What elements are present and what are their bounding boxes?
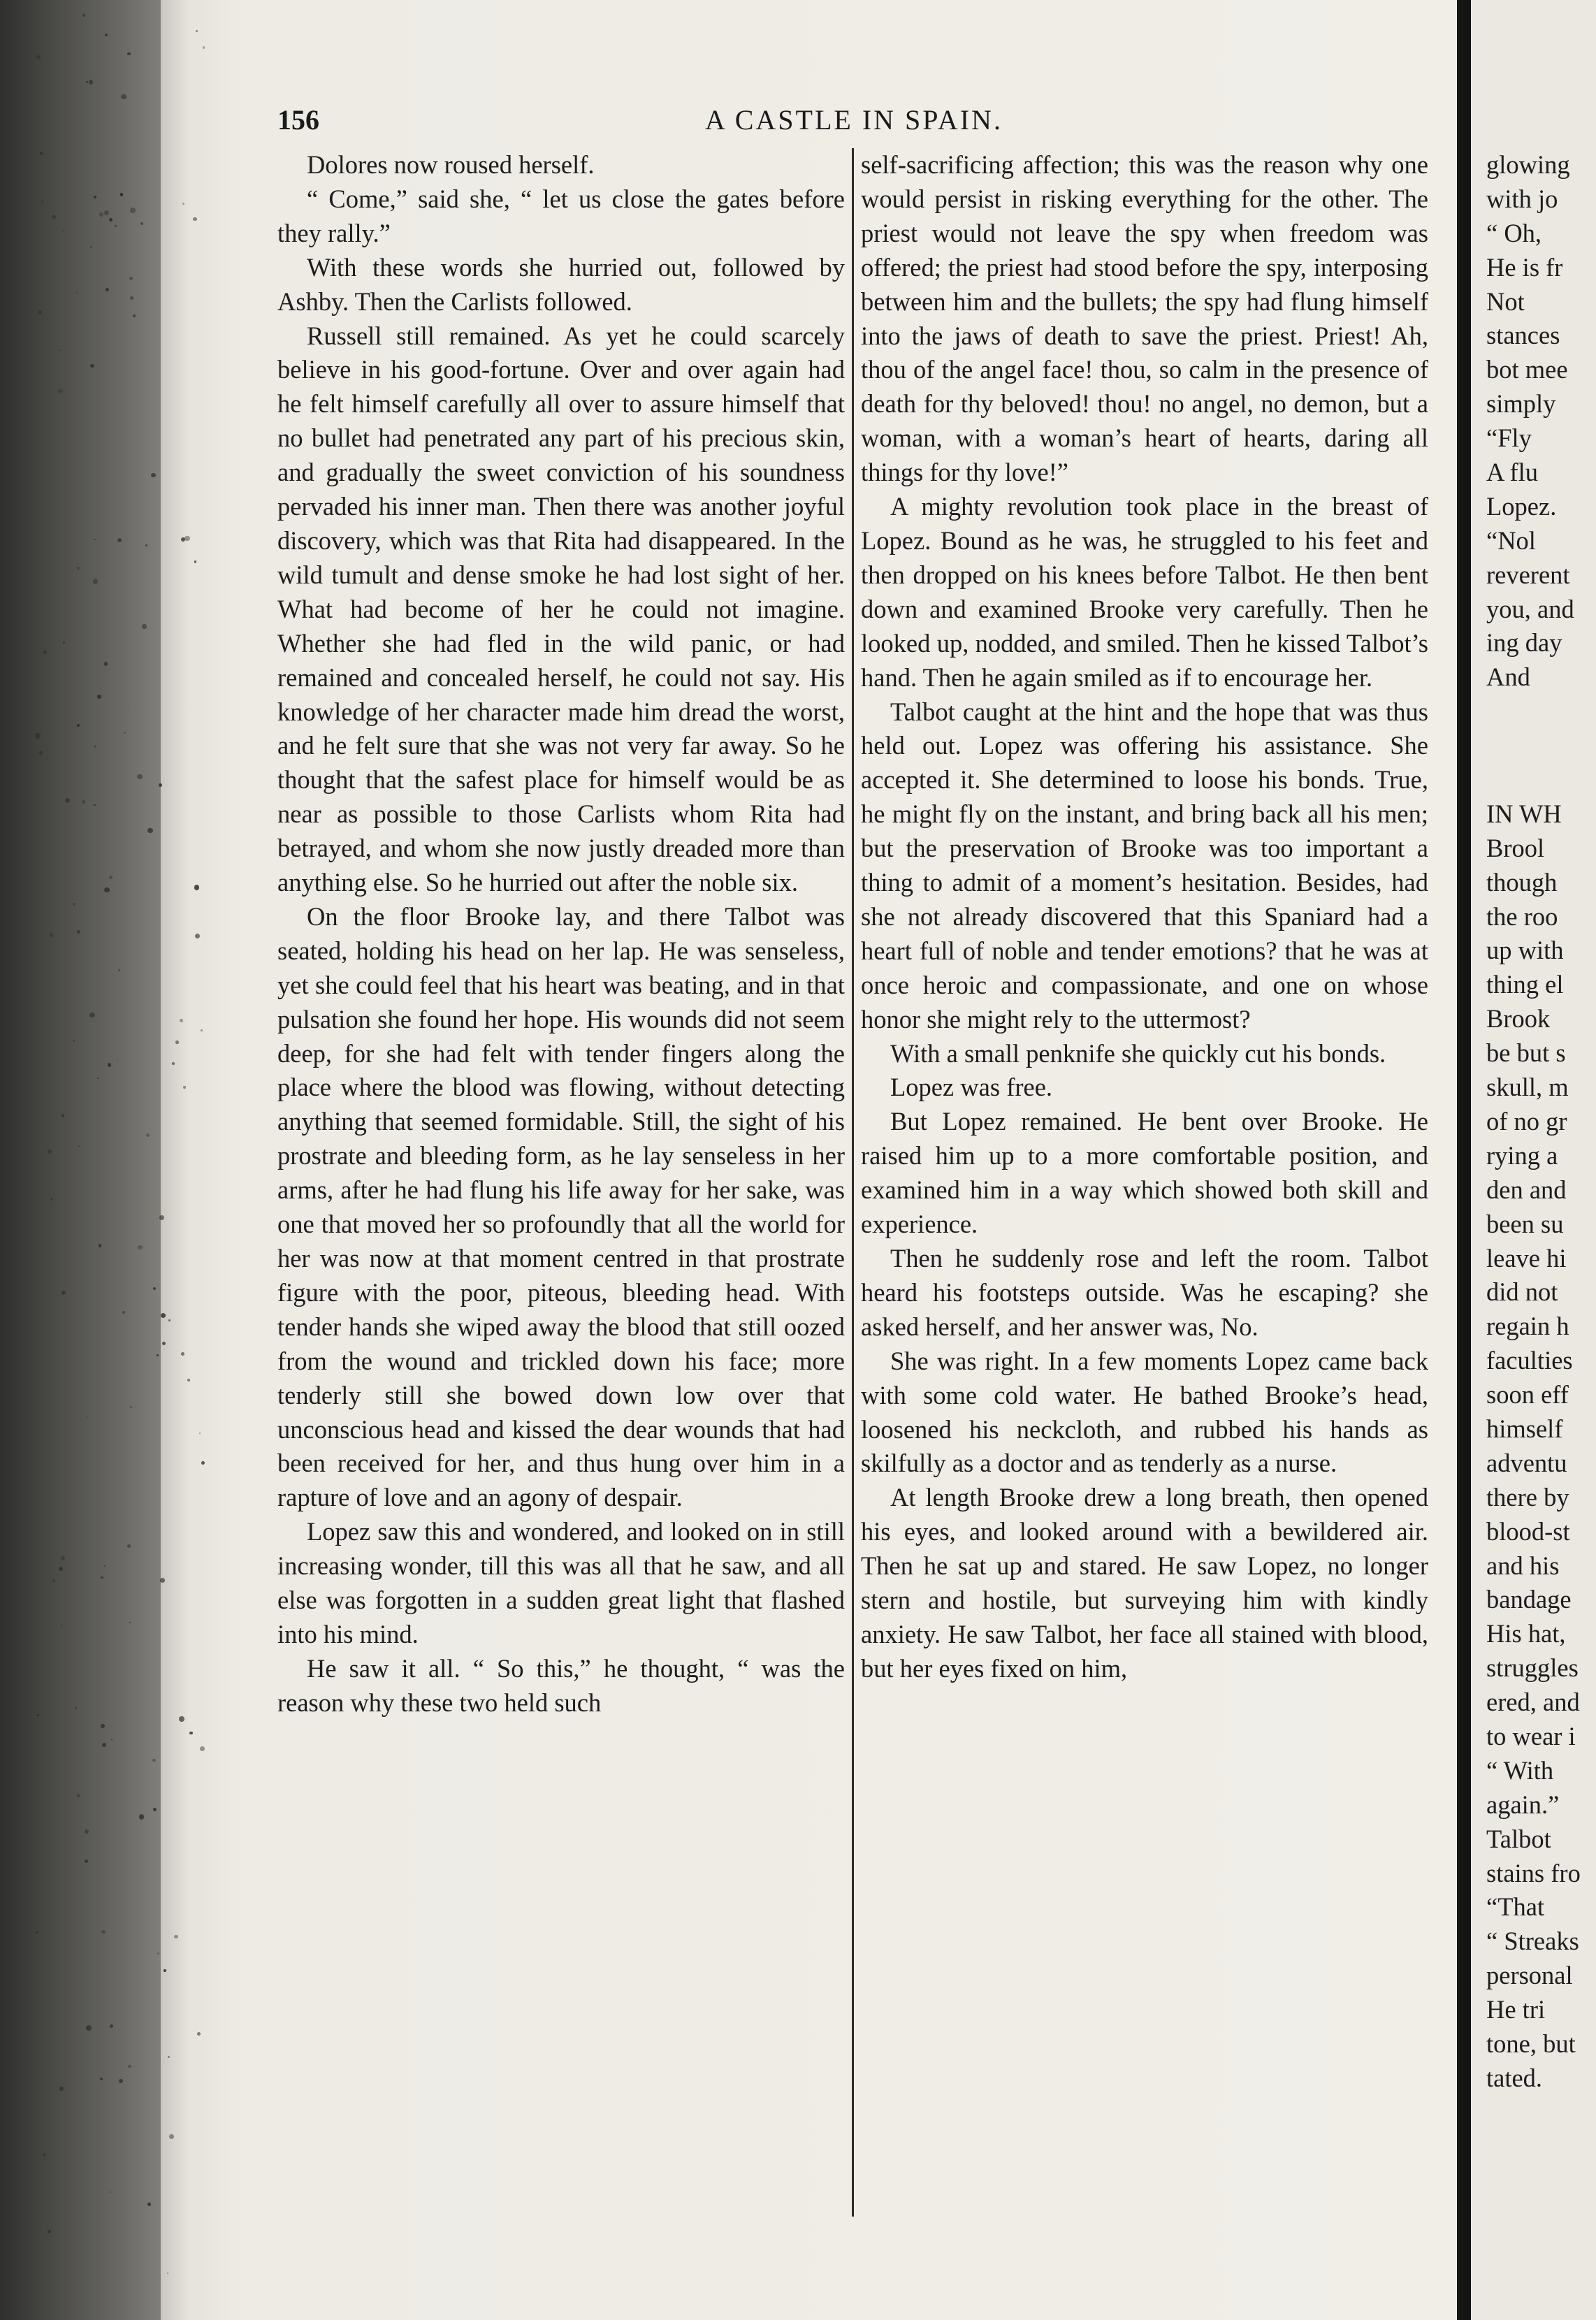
speck (99, 212, 103, 217)
speck (122, 1311, 124, 1313)
line-fragment: IN WH (1486, 799, 1562, 828)
line-fragment: “Nol (1486, 525, 1536, 555)
speck (124, 732, 126, 734)
speck (179, 1716, 184, 1722)
running-title: A CASTLE IN SPAIN. (705, 104, 1003, 136)
speck (130, 208, 135, 212)
line-fragment: did not (1486, 1277, 1558, 1307)
speck (127, 1544, 131, 1548)
speck (162, 1342, 166, 1345)
speck (86, 2025, 92, 2031)
line-fragment: “Fly (1486, 423, 1532, 453)
speck (58, 389, 63, 394)
paragraph: Then he suddenly rose and left the room. Talbot heard his footsteps outside. Was he escaping? she asked herself, and her answer was, No. (861, 1244, 1428, 1341)
line-fragment: glowing (1486, 150, 1570, 179)
speck (52, 215, 56, 219)
speck (59, 349, 61, 351)
line-fragment: be but s (1486, 1038, 1566, 1068)
paragraph: With a small penknife she quickly cut his bonds. (890, 1038, 1386, 1068)
speck (36, 55, 41, 59)
line-fragment: thing el (1486, 970, 1564, 999)
speck (97, 695, 101, 699)
line-fragment: And (1486, 662, 1530, 692)
line-fragment: “ With (1486, 1755, 1554, 1785)
line-fragment: Talbot (1486, 1824, 1551, 1853)
line-fragment (1486, 695, 1596, 729)
line-fragment: stains fro (1486, 1858, 1581, 1887)
paragraph: Lopez saw this and wondered, and looked on in still increasing wonder, till this was all that he saw, and all else was forgotten in a sudden great light that flashed into his mind. (277, 1517, 845, 1648)
speck (89, 80, 93, 84)
speck (61, 1114, 65, 1117)
speck (104, 662, 108, 666)
speck (168, 2056, 170, 2058)
paragraph: With these words she hurried out, followed by Ashby. Then the Carlists followed. (277, 252, 845, 316)
speck (133, 314, 136, 317)
speck (59, 1567, 63, 1571)
line-fragment: Lopez. (1486, 491, 1557, 521)
scan-edge (0, 0, 182, 2320)
line-fragment: and his (1486, 1551, 1560, 1580)
speck (161, 1313, 166, 1318)
speck (127, 52, 131, 56)
line-fragment: though (1486, 867, 1558, 897)
speck (153, 1808, 157, 1811)
line-fragment: struggles (1486, 1653, 1579, 1683)
speck (157, 1952, 159, 1955)
speck (129, 277, 133, 280)
speck (168, 1319, 171, 1321)
line-fragment: He tri (1486, 1995, 1546, 2024)
line-fragment: up with (1486, 936, 1564, 965)
speck (117, 1059, 118, 1060)
speck (167, 2272, 168, 2274)
speck (200, 1746, 205, 1751)
line-fragment: tated. (1486, 2063, 1543, 2092)
paragraph: Russell still remained. As yet he could scarcely believe in his good-fortune. Over and over again had he felt himself carefully all over to assure himself that no bullet had penetrated any part of his precious skin, and gradually the sweet conviction of his soundness pervaded his inner man. Then there was another joyful discovery, which was that Rita had disappeared. In the wild tumult and dense smoke he had lost sight of her. What had become of her he could not imagine. Whether she had fled in the wild panic, or had remained and concealed herself, he could not say. His knowledge of her character made him dread the worst, and he felt sure that she was not very far away. So he thought that the safest place for himself would be as near as possible to those Carlists whom Rita had betrayed, and whom she now justly dreaded more than anything else. So he hurried out after the noble six. (277, 321, 845, 897)
speck (145, 544, 147, 546)
speck (77, 1794, 80, 1797)
line-fragment (1486, 763, 1596, 797)
line-fragment: again.” (1486, 1790, 1560, 1819)
line-fragment: the roo (1486, 901, 1558, 931)
line-fragment: himself (1486, 1414, 1563, 1443)
line-fragment: Brool (1486, 833, 1545, 862)
speck (99, 1244, 102, 1247)
speck (61, 1556, 65, 1560)
paragraph: But Lopez remained. He bent over Brooke. He raised him up to a more comfortable position, and examined him in a way which showed both skill and experience. (861, 1107, 1428, 1239)
line-fragment: blood-st (1486, 1516, 1570, 1546)
speck (197, 2032, 201, 2036)
line-fragment: of no gr (1486, 1106, 1567, 1136)
line-fragment: ing day (1486, 628, 1562, 658)
speck (93, 579, 98, 583)
speck (159, 783, 162, 787)
speck (102, 1743, 106, 1747)
line-fragment: Not (1486, 287, 1525, 316)
speck (199, 1433, 201, 1434)
speck (48, 2230, 51, 2233)
speck (153, 1287, 156, 1290)
right-text-column (861, 148, 1428, 2231)
line-fragment (1486, 729, 1596, 763)
speck (147, 2203, 151, 2206)
line-fragment: “ Streaks (1486, 1927, 1579, 1956)
paragraph: Dolores now roused herself. (307, 150, 595, 179)
speck (36, 1931, 38, 1934)
left-text-column (277, 148, 845, 2231)
line-fragment: den and (1486, 1175, 1567, 1204)
speck (89, 1013, 95, 1018)
speck (118, 969, 120, 971)
speck (104, 210, 109, 215)
line-fragment: personal (1486, 1961, 1573, 1990)
line-fragment: stances (1486, 321, 1560, 350)
speck (175, 1041, 179, 1044)
speck (77, 930, 80, 934)
speck (142, 624, 146, 628)
line-fragment: “ Oh, (1486, 218, 1542, 247)
line-fragment: tone, but (1486, 2029, 1576, 2058)
line-fragment: you, and (1486, 594, 1574, 623)
paragraph: He saw it all. “ So this,” he thought, “ was the reason why these two held such (277, 1653, 845, 1717)
speck (90, 364, 94, 368)
line-fragment: bot mee (1486, 355, 1568, 384)
speck (157, 1354, 159, 1356)
speck (43, 2154, 45, 2156)
speck (181, 1352, 184, 1356)
speck (41, 201, 43, 203)
speck (110, 2024, 113, 2028)
line-fragment: ered, and (1486, 1688, 1580, 1717)
speck (94, 745, 97, 748)
speck (40, 152, 43, 155)
page-gutter (1457, 0, 1471, 2320)
line-fragment: skull, m (1486, 1073, 1569, 1102)
paragraph: At length Brooke drew a long breath, then opened his eyes, and looked around with a bewildered air. Then he sat up and stared. He saw Lopez, no longer stern and hostile, but surveying him with kindly anxiety. He saw Talbot, her face all stained with blood, but her eyes fixed on him, (861, 1483, 1428, 1683)
speck (194, 560, 196, 563)
speck (147, 828, 152, 833)
speck (76, 292, 78, 293)
speck (38, 310, 42, 314)
speck (164, 1969, 166, 1972)
paragraph: “ Come,” said she, “ let us close the gates before they rally.” (277, 184, 845, 247)
speck (94, 804, 95, 806)
column-divider (852, 148, 854, 2217)
speck (174, 1935, 177, 1938)
speck (189, 1732, 192, 1734)
speck (85, 1859, 88, 1863)
speck (109, 876, 113, 879)
speck (194, 885, 199, 890)
paragraph: On the floor Brooke lay, and there Talbot was seated, holding his head on her lap. He was senseless, yet she could feel that his heart was beating, and in that pulsation she found her hope. His wounds did not seem deep, for she had felt with tender fingers along the place where the blood was flowing, without detecting anything that seemed formidable. Still, the sight of his prostrate and bleeding form, as he lay senseless in her arms, after he had flung his life away for her sake, was one that moved her so profoundly that all the world for her was now at that moment centred in that prostrate figure with the poor, piteous, bleeding head. With tender hands she wiped away the blood that still oozed from the wound and trickled down his face; more tenderly still she bowed down low over that unconscious head and kissed the dear wounds that had been received for her, and thus hung over him in a rapture of love and an agony of despair. (277, 901, 845, 1512)
speck (94, 539, 96, 540)
speck (172, 1062, 175, 1065)
paragraph: self-sacrificing affection; this was the reason why one would persist in risking everything for the other. The priest would not leave the spy when freedom was offered; the priest had stood before the spy, interposing between him and the bullets; the spy had flung himself into the jaws of death to save the priest. Priest! Ah, thou of the angel face! thou, so calm in the presence of death for thy beloved! thou! no angel, no demon, but a woman, with a woman’s heart of hearts, daring all things for thy love!” (861, 150, 1428, 487)
line-fragment: simply (1486, 389, 1556, 419)
line-fragment: His hat, (1486, 1619, 1566, 1648)
paragraph: She was right. In a few moments Lopez came back with some cold water. He bathed Brooke’s head, loosened his neckcloth, and rubbed his hands as skilfully as a doctor and as tenderly as a nurse. (861, 1346, 1428, 1478)
speck (101, 1724, 105, 1728)
paragraph: Talbot caught at the hint and the hope that was thus held out. Lopez was offering his assistance. She accepted it. She determined to loose his bonds. True, he might fly on the instant, and bring back all his men; but the preservation of Brooke was too important a thing to admit of a moment’s hesitation. Besides, had she not already discovered that this Spaniard had a heart full of noble and tender emotions? that he was at once heroic and compassionate, and one on whose honor she might rely to the uttermost? (861, 697, 1428, 1034)
line-fragment: “That (1486, 1892, 1545, 1922)
speck (100, 2078, 103, 2080)
paragraph: A mighty revolution took place in the breast of Lopez. Bound as he was, he struggled to his feet and then dropped on his knees before Talbot. He then bent down and examined Brooke very carefully. Then he looked up, nodded, and smiled. Then he kissed Talbot’s hand. Then he again smiled as if to encourage her. (861, 492, 1428, 692)
speck (94, 196, 96, 198)
speck (139, 1814, 145, 1820)
speck (187, 1379, 190, 1382)
line-fragment: He is fr (1486, 252, 1563, 282)
line-fragment: with jo (1486, 184, 1558, 213)
speck (119, 2079, 123, 2083)
speck (101, 1576, 103, 1579)
line-fragment: bandage (1486, 1585, 1572, 1614)
speck (183, 1086, 185, 1088)
line-fragment: to wear i (1486, 1721, 1576, 1750)
speck (61, 1291, 66, 1295)
line-fragment: regain h (1486, 1312, 1569, 1341)
speck (104, 887, 109, 892)
line-fragment: A flu (1486, 458, 1539, 487)
speck (65, 798, 70, 803)
speck (152, 1759, 156, 1762)
speck (73, 1040, 75, 1042)
line-fragment: leave hi (1486, 1243, 1567, 1273)
adjacent-page-column (1486, 148, 1596, 2096)
paragraph: Lopez was free. (890, 1073, 1053, 1102)
speck (201, 1029, 203, 1031)
speck (195, 934, 200, 938)
line-fragment: Brook (1486, 1004, 1551, 1034)
line-fragment: soon eff (1486, 1380, 1569, 1409)
line-fragment: reverent (1486, 560, 1570, 589)
line-fragment: faculties (1486, 1346, 1573, 1375)
speck (182, 203, 184, 204)
speck (108, 1063, 112, 1067)
speck (128, 2065, 131, 2068)
page-number: 156 (277, 104, 319, 136)
line-fragment: there by (1486, 1482, 1569, 1511)
line-fragment: adventu (1486, 1448, 1567, 1477)
page-header (277, 103, 1430, 145)
line-fragment: rying a (1486, 1140, 1558, 1170)
speck (201, 1461, 205, 1465)
speck (73, 903, 75, 906)
line-fragment: been su (1486, 1209, 1564, 1238)
